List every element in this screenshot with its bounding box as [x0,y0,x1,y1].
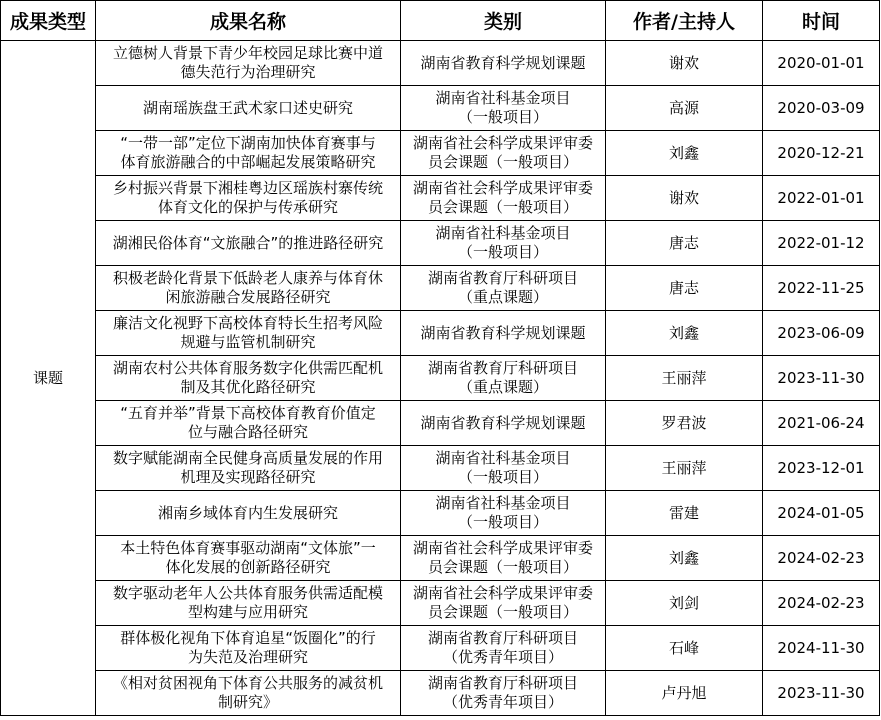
category-line: （优秀青年项目） [442,693,563,711]
category-line: 湖南省社会科学成果评审委 [412,539,593,557]
category-line: 员会课题（一般项目） [427,153,578,171]
category-cell [401,266,606,311]
date-cell [763,311,880,356]
date-value: 2024-11-30 [777,638,865,657]
name-line: 规避与监管机制研究 [180,333,316,351]
category-line: 湖南省社会科学成果评审委 [412,179,593,197]
date-value: 2023-12-01 [777,458,865,477]
category-cell [401,131,606,176]
category-line: 员会课题（一般项目） [427,603,578,621]
name-cell [96,491,401,536]
category-cell [401,86,606,131]
name-line: 湖湘民俗体育“文旅融合”的推进路径研究 [112,233,384,252]
name-line: 湖南农村公共体育服务数字化供需匹配机 [112,359,383,377]
author-name: 刘鑫 [668,323,699,342]
category-cell [401,671,606,716]
type-value: 课题 [32,368,63,387]
author-cell [606,131,763,176]
name-line: 积极老龄化背景下低龄老人康养与体育休 [112,269,383,287]
date-value: 2023-06-09 [777,323,865,342]
name-line: 位与融合路径研究 [187,423,308,441]
name-cell [96,581,401,626]
category-line: 湖南省社科基金项目 [435,89,571,107]
name-line: 闲旅游融合发展路径研究 [165,288,331,306]
category-line: （优秀青年项目） [442,648,563,666]
table-row [1,131,880,176]
name-line: 《相对贫困视角下体育公共服务的减贫机 [112,674,383,692]
category-cell [401,221,606,266]
date-cell [763,671,880,716]
date-value: 2020-12-21 [777,143,865,162]
name-line: 群体极化视角下体育追星“饭圈化”的行 [120,629,376,647]
category-line: 湖南省教育科学规划课题 [420,323,586,342]
author-cell [606,356,763,401]
category-line: （重点课题） [457,288,548,306]
name-line: 乡村振兴背景下湘桂粤边区瑶族村寨传统 [112,179,383,197]
category-line: 湖南省社科基金项目 [435,449,571,467]
name-cell [96,356,401,401]
category-line: 湖南省教育科学规划课题 [420,53,586,72]
name-line: 型构建与应用研究 [187,603,308,621]
table-header [1,1,880,41]
category-line: 员会课题（一般项目） [427,558,578,576]
name-line: 湖南瑶族盘王武术家口述史研究 [142,98,353,117]
author-name: 谢欢 [668,53,699,72]
date-value: 2020-03-09 [777,98,865,117]
name-cell [96,176,401,221]
name-cell [96,671,401,716]
category-cell [401,491,606,536]
date-value: 2021-06-24 [777,413,865,432]
name-cell [96,131,401,176]
author-name: 高源 [668,98,699,117]
date-cell [763,626,880,671]
name-line: 体育旅游融合的中部崛起发展策略研究 [120,153,376,171]
name-line: “一带一部”定位下湖南加快体育赛事与 [120,134,376,152]
type-cell [1,41,96,716]
category-line: 湖南省教育厅科研项目 [427,674,578,692]
category-line: 湖南省教育厅科研项目 [427,269,578,287]
date-cell [763,356,880,401]
name-line: 机理及实现路径研究 [180,468,316,486]
table-row [1,626,880,671]
name-cell [96,266,401,311]
table-row [1,266,880,311]
header-name: 成果名称 [96,1,401,41]
date-cell [763,221,880,266]
author-name: 唐志 [668,233,699,252]
author-cell [606,86,763,131]
date-cell [763,581,880,626]
category-line: 湖南省教育厅科研项目 [427,359,578,377]
name-cell [96,536,401,581]
date-cell [763,41,880,86]
author-cell [606,221,763,266]
category-cell [401,626,606,671]
category-cell [401,311,606,356]
author-name: 罗君波 [661,413,707,432]
category-line: 员会课题（一般项目） [427,198,578,216]
table-row [1,311,880,356]
author-cell [606,401,763,446]
category-cell [401,176,606,221]
name-cell [96,221,401,266]
table-row [1,536,880,581]
author-cell [606,626,763,671]
category-line: 湖南省教育科学规划课题 [420,413,586,432]
author-name: 卢丹旭 [661,683,707,702]
author-name: 谢欢 [668,188,699,207]
name-line: 德失范行为治理研究 [180,63,316,81]
name-line: 为失范及治理研究 [187,648,308,666]
category-cell [401,401,606,446]
category-line: （一般项目） [457,468,548,486]
table-row [1,401,880,446]
table-body [1,41,880,716]
author-name: 王丽萍 [661,368,707,387]
author-cell [606,581,763,626]
date-value: 2022-01-12 [777,233,865,252]
author-cell [606,41,763,86]
category-line: （一般项目） [457,513,548,531]
table-row [1,41,880,86]
date-value: 2020-01-01 [777,53,865,72]
author-name: 刘鑫 [668,143,699,162]
author-cell [606,446,763,491]
category-line: 湖南省社科基金项目 [435,224,571,242]
name-line: “五育并举”背景下高校体育教育价值定 [120,404,376,422]
table-row [1,671,880,716]
name-line: 数字赋能湖南全民健身高质量发展的作用 [112,449,383,467]
name-cell [96,311,401,356]
date-value: 2022-01-01 [777,188,865,207]
name-line: 立德树人背景下青少年校园足球比赛中道 [112,44,383,62]
category-line: （重点课题） [457,378,548,396]
category-cell [401,536,606,581]
author-name: 刘鑫 [668,548,699,567]
name-line: 湘南乡域体育内生发展研究 [157,503,338,522]
header-author: 作者/主持人 [606,1,763,41]
author-cell [606,311,763,356]
name-cell [96,86,401,131]
header-category: 类别 [401,1,606,41]
date-value: 2022-11-25 [777,278,865,297]
name-cell [96,41,401,86]
date-cell [763,131,880,176]
name-line: 制及其优化路径研究 [180,378,316,396]
date-cell [763,536,880,581]
date-cell [763,266,880,311]
category-cell [401,41,606,86]
name-cell [96,446,401,491]
table-row [1,86,880,131]
author-name: 王丽萍 [661,458,707,477]
author-cell [606,176,763,221]
date-cell [763,401,880,446]
header-row [1,1,880,41]
date-value: 2024-02-23 [777,548,865,567]
name-cell [96,401,401,446]
author-cell [606,266,763,311]
table-row [1,176,880,221]
category-line: 湖南省教育厅科研项目 [427,629,578,647]
category-cell [401,581,606,626]
author-name: 唐志 [668,278,699,297]
category-line: 湖南省社会科学成果评审委 [412,584,593,602]
name-line: 制研究》 [217,693,278,711]
date-value: 2024-02-23 [777,593,865,612]
header-date: 时间 [763,1,880,41]
author-name: 石峰 [668,638,699,657]
table-row [1,491,880,536]
table-row [1,221,880,266]
table-row [1,356,880,401]
category-cell [401,356,606,401]
table-row [1,581,880,626]
date-cell [763,446,880,491]
name-line: 数字驱动老年人公共体育服务供需适配模 [112,584,383,602]
table-row [1,446,880,491]
name-line: 体育文化的保护与传承研究 [157,198,338,216]
name-line: 廉洁文化视野下高校体育特长生招考风险 [112,314,383,332]
header-type: 成果类型 [1,1,96,41]
date-value: 2024-01-05 [777,503,865,522]
category-line: 湖南省社科基金项目 [435,494,571,512]
name-line: 本土特色体育赛事驱动湖南“文体旅”一 [120,539,376,557]
author-cell [606,671,763,716]
date-value: 2023-11-30 [777,683,865,702]
author-cell [606,536,763,581]
category-cell [401,446,606,491]
category-line: （一般项目） [457,108,548,126]
name-line: 体化发展的创新路径研究 [165,558,331,576]
date-value: 2023-11-30 [777,368,865,387]
author-name: 刘剑 [668,593,699,612]
author-name: 雷建 [668,503,699,522]
date-cell [763,491,880,536]
name-cell [96,626,401,671]
date-cell [763,86,880,131]
date-cell [763,176,880,221]
category-line: 湖南省社会科学成果评审委 [412,134,593,152]
author-cell [606,491,763,536]
category-line: （一般项目） [457,243,548,261]
